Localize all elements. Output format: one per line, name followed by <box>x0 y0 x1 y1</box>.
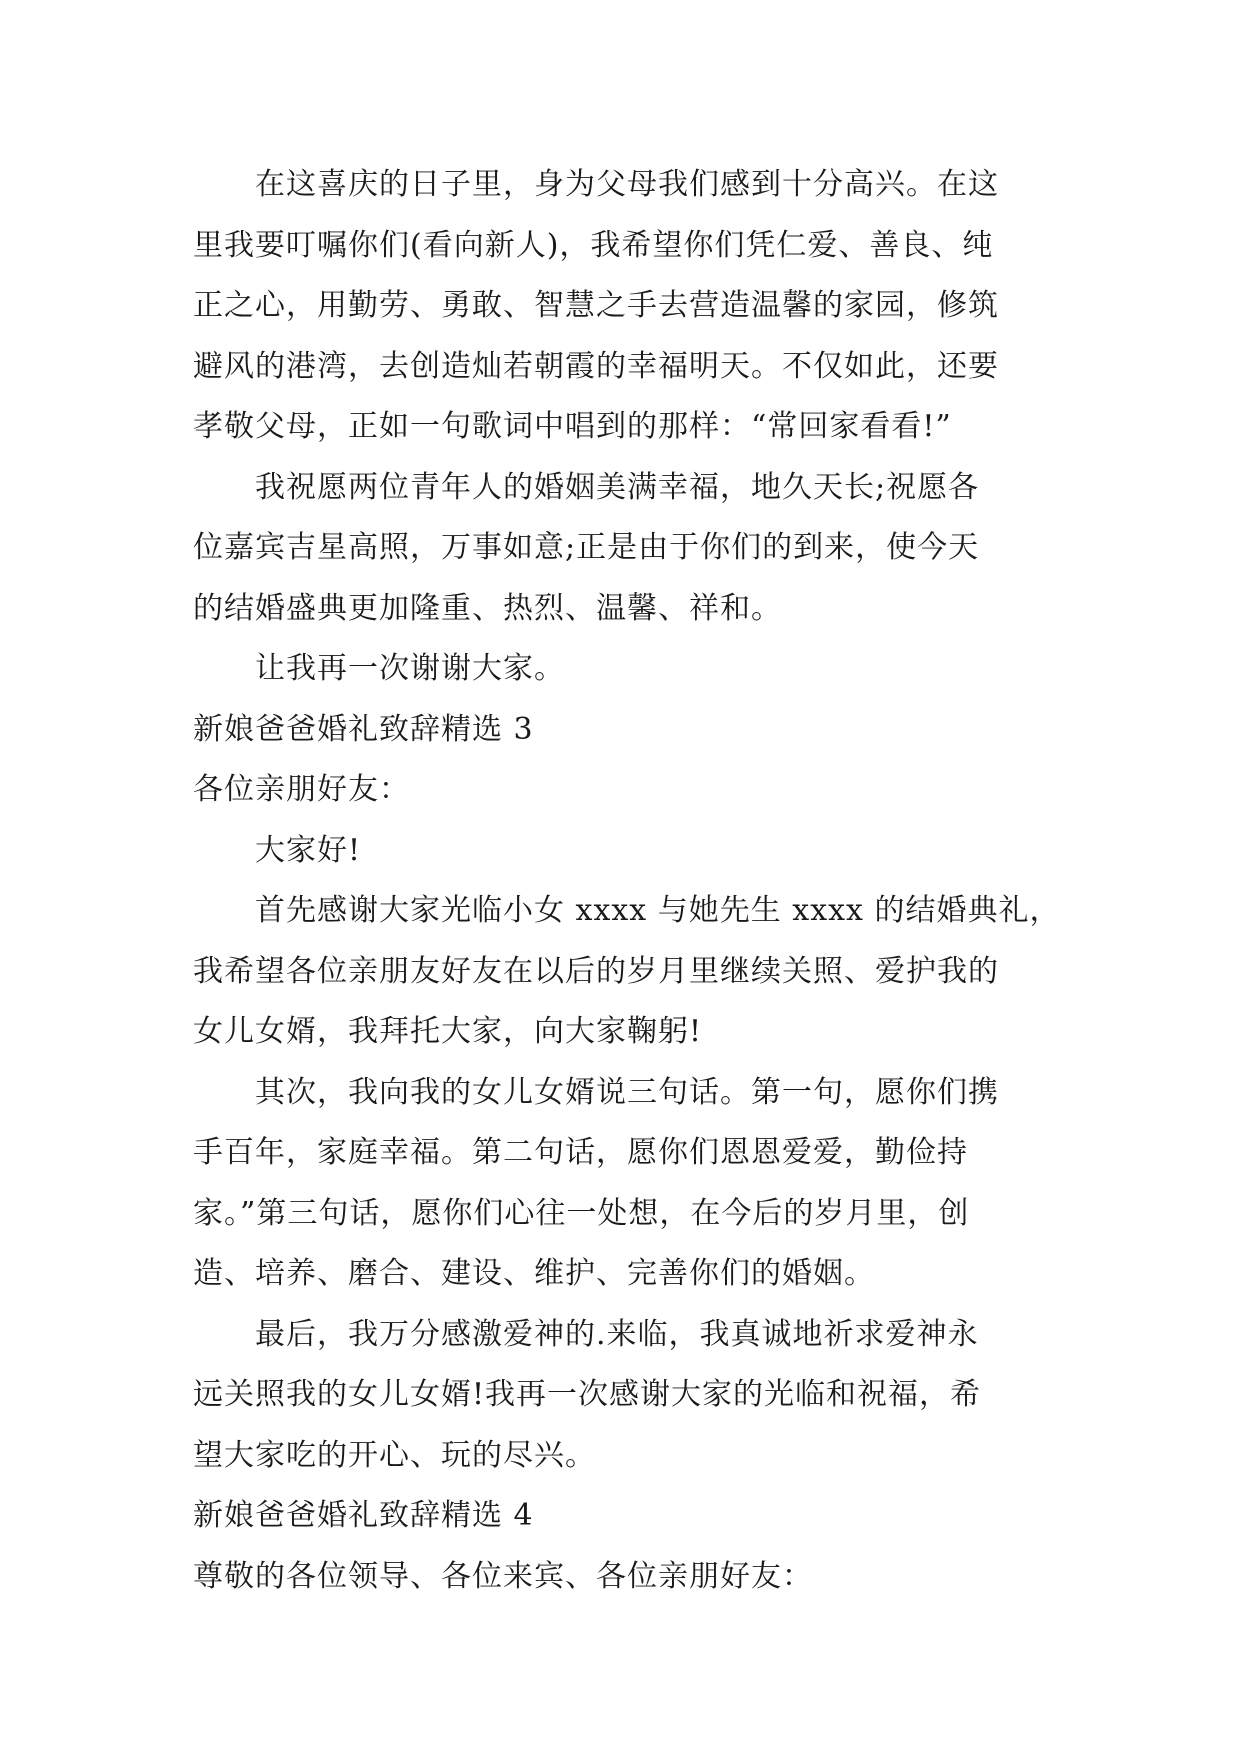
salutation: 尊敬的各位领导、各位来宾、各位亲朋好友： <box>193 1558 813 1594</box>
paragraph-line: 造、培养、磨合、建设、维护、完善你们的婚姻。 <box>193 1256 875 1291</box>
paragraph-line: 在这喜庆的日子里，身为父母我们感到十分高兴。在这 <box>255 167 999 202</box>
paragraph-line: 我祝愿两位青年人的婚姻美满幸福，地久天长;祝愿各 <box>255 469 980 505</box>
document-page <box>193 155 1061 1607</box>
paragraph-line: 我希望各位亲朋友好友在以后的岁月里继续关照、爱护我的 <box>193 953 999 989</box>
section-heading: 新娘爸爸婚礼致辞精选 4 <box>193 1498 534 1533</box>
paragraph-line: 里我要叮嘱你们(看向新人)，我希望你们凭仁爱、善良、纯 <box>193 227 994 263</box>
salutation: 各位亲朋好友： <box>193 772 410 807</box>
paragraph-line: 手百年，家庭幸福。第二句话，愿你们恩恩爱爱，勤俭持 <box>193 1135 968 1170</box>
paragraph-line: 孝敬父母，正如一句歌词中唱到的那样：“常回家看看!” <box>193 409 952 444</box>
paragraph-line: 家。”第三句话，愿你们心往一处想，在今后的岁月里，创 <box>193 1195 970 1231</box>
greeting-line: 大家好! <box>255 832 362 868</box>
paragraph-line: 望大家吃的开心、玩的尽兴。 <box>193 1437 596 1473</box>
paragraph-line: 位嘉宾吉星高照，万事如意;正是由于你们的到来，使今天 <box>193 530 980 565</box>
paragraph-line: 让我再一次谢谢大家。 <box>255 651 565 686</box>
paragraph-line: 正之心，用勤劳、勇敢、智慧之手去营造温馨的家园，修筑 <box>193 288 999 323</box>
paragraph-line: 远关照我的女儿女婿!我再一次感谢大家的光临和祝福，希 <box>193 1377 982 1412</box>
paragraph-line: 最后，我万分感激爱神的.来临，我真诚地祈求爱神永 <box>255 1316 979 1352</box>
paragraph-line: 的结婚盛典更加隆重、热烈、温馨、祥和。 <box>193 590 782 626</box>
paragraph-line: 首先感谢大家光临小女 xxxx 与她先生 xxxx 的结婚典礼， <box>255 893 1061 928</box>
section-heading: 新娘爸爸婚礼致辞精选 3 <box>193 711 534 747</box>
paragraph-line: 其次，我向我的女儿女婿说三句话。第一句，愿你们携 <box>255 1074 999 1110</box>
paragraph-line: 避风的港湾，去创造灿若朝霞的幸福明天。不仅如此，还要 <box>193 348 999 384</box>
paragraph-line: 女儿女婿，我拜托大家，向大家鞠躬! <box>193 1014 703 1049</box>
